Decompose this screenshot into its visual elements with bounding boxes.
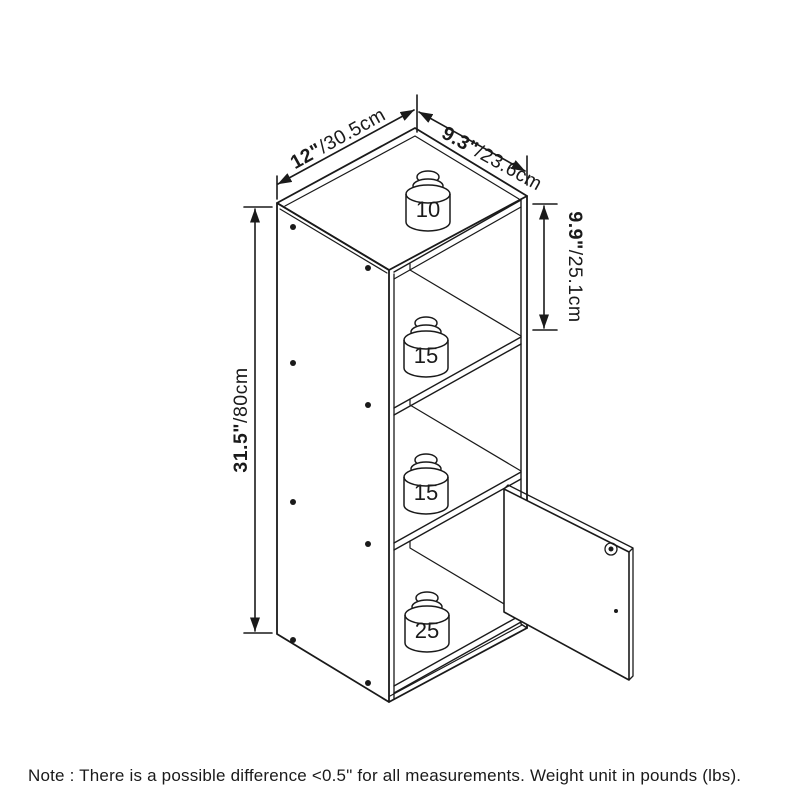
height-dimension-label — [230, 367, 252, 472]
depth-dimension-label — [438, 122, 546, 195]
cam-hole-dot — [290, 499, 296, 505]
tier-metric: /25.1cm — [564, 249, 586, 323]
tier-height-dimension-label — [564, 211, 586, 322]
depth-inches: 9.3" — [437, 122, 483, 161]
cabinet-carcass — [277, 128, 527, 702]
cabinet-bottom-edge — [389, 628, 527, 702]
width-metric: /30.5cm — [315, 103, 390, 159]
tier-inches: 9.9" — [564, 211, 586, 250]
cam-hole-dot — [290, 637, 296, 643]
cam-hole-dot — [290, 224, 296, 230]
weight-capacity-tier2-icon — [404, 454, 448, 514]
tier-extension-ticks — [533, 204, 557, 330]
cabinet-side-panel — [277, 203, 389, 702]
weight-capacity-icons — [404, 171, 450, 652]
capacity-label-tier1: 15 — [413, 343, 439, 368]
capacity-label-tier3: 25 — [414, 618, 440, 643]
cam-hole-dot — [365, 402, 371, 408]
cam-hole-dot — [365, 265, 371, 271]
cam-hole-dot — [290, 360, 296, 366]
width-inches: 12" — [286, 138, 326, 174]
height-metric: /80cm — [230, 367, 252, 423]
cam-hole-dot — [365, 541, 371, 547]
cabinet-door-open — [504, 485, 633, 680]
cam-hole-dots — [290, 224, 371, 686]
weight-capacity-top-icon — [406, 171, 450, 231]
depth-metric: /23.6cm — [471, 140, 546, 196]
measurement-note: Note : There is a possible difference <0.5" for all measurements. Weight unit in pounds (lbs). — [28, 766, 742, 785]
capacity-label-tier2: 15 — [413, 480, 439, 505]
dimension-labels — [230, 104, 586, 473]
bottom-board — [394, 615, 521, 693]
opening-top-edge — [394, 200, 521, 272]
cam-hole-dot — [365, 680, 371, 686]
width-dimension-label — [287, 104, 390, 174]
cabinet-top-left-edge-thickness — [280, 209, 387, 273]
door-knob-center — [609, 547, 614, 552]
door-panel-face — [504, 489, 629, 680]
weight-capacity-tier3-icon — [405, 592, 449, 652]
height-inches: 31.5" — [230, 422, 252, 473]
cabinet-bottom-edge-inner — [390, 625, 522, 696]
capacity-label-top: 10 — [415, 197, 441, 222]
weight-capacity-tier1-icon — [404, 317, 448, 377]
opening-top-edge-thickness — [394, 207, 521, 279]
door-screw-dot — [614, 609, 618, 613]
